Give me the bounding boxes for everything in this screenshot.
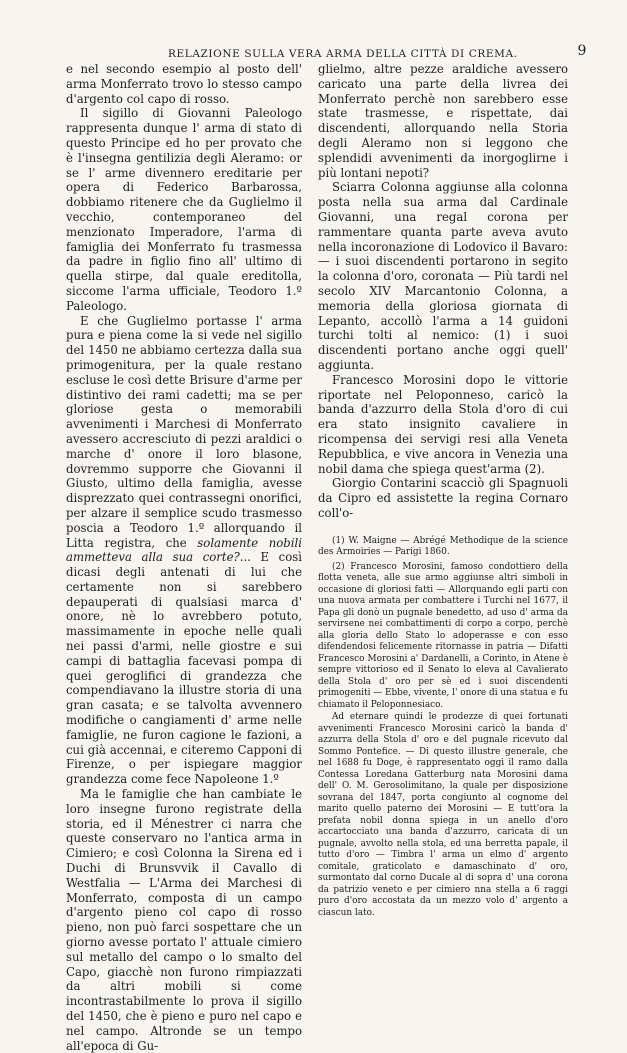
footnote-separator (318, 529, 568, 530)
italic-quote: solamente nobili ammetteva alla sua corte? (66, 535, 302, 565)
paragraph: Il sigillo di Giovanni Paleologo rappresenta dunque l' arma di stato di questo Principe ed ho per provato che è l'insegna gentilizia degli Aleramo: or se l' arme divennero ereditarie per opera di Federico Barbarossa, dobbiamo ritenere che da Guglielmo il vecchio, contemporaneo del menzionato Imperadore, l'arma di famiglia dei Monferrato fu trasmessa da padre in figlio fino all' ultimo di quella stirpe, dal quale ereditolla, siccome l'arma ufficiale, Teodoro 1.º Paleologo. (66, 106, 302, 313)
page-number: 9 (577, 43, 587, 59)
footnote: (2) Francesco Morosini, famoso condottiero della flotta veneta, alle sue armo aggiunse altri simboli in occasione di gloriosi fatti — Allorquando egli parti con una nuova armata per combattere i Turchi nel 1677, il Papa gli donò un pugnale benedetto, ad uso d' arma da servirsene nei combattimenti di corpo a corpo, perchè alla gloria dello Stato lo adoperasse e con esso difendendosi felicemente ritornasse in patria — Difatti Francesco Morosini a' Dardanelli, a Corinto, in Atene è sempre vittorioso ed il Senato lo eleva al Cavalierato della Stola d' oro per sè ed i suoi discendenti primogeniti — Ebbe, vivente, l' onore di una statua e fu chiamato il Peloponnesiaco. (318, 561, 568, 710)
paragraph-text: ... E così dicasi degli antenati di lui che certamente non si sarebbero depauperati di qualsiasi marca d' onore, nè lo avrebbero potuto, massimamente in epoche nelle quali nei passi d'armi, nelle giostre e sui campi di battaglia facevasi pompa di quei geroglifici di grandezza che compendiavano la illustre storia di una gran casata; e se talvolta avvennero modifiche o cangiamenti d' arme nelle famiglie, ne furon cagione le fazioni, a cui già accennai, e citeremo Capponi di Firenze, o per ispiegare maggior grandezza come fece Napoleone 1.º (66, 550, 302, 787)
paragraph: Ma le famiglie che han cambiate le loro insegne furono registrate della storia, ed il Ménestrer ci narra che queste conservaro no l'antica arma in Cimiero; e così Colonna la Sirena ed i Duchi di Brunsvvik il Cavallo di Westfalia — L'Arma dei Marchesi di Monferrato, composta di un campo d'argento pieno col capo di rosso pieno, non può farci sospettare che un giorno avesse portato l' attuale cimiero sul metallo del campo o lo smalto del Capo, giacchè non furono rimpiazzati da altri mobili si come incontrastabilmente lo prova il sigillo del 1450, che è pieno e puro nel capo e nel campo. Altronde se un tempo all'epoca di Gu- (66, 787, 302, 1053)
paragraph: e nel secondo esempio al posto dell' arma Monferrato trovo lo stesso campo d'argento col capo di rosso. (66, 62, 302, 106)
right-column (318, 62, 568, 919)
footnote: (1) W. Maigne — Abrégé Methodique de la science des Armoiries — Parigi 1860. (318, 535, 568, 558)
paragraph: glielmo, altre pezze araldiche avessero caricato una parte della livrea dei Monferrato perchè non sarebbero esse state trasmesse, e rispettate, dai discendenti, allorquando nella Storia degli Aleramo non si leggono che splendidi avvenimenti da inorgoglirne i più lontani nepoti? (318, 62, 568, 180)
footnotes (318, 536, 568, 920)
paragraph-text: E che Guglielmo portasse l' arma pura e piena come la si vede nel sigillo del 1450 ne abbiamo certezza dalla sua primogenitura, per la quale restano escluse le così dette Brisure d'arme per distintivo dei rami cadetti; ma se per gloriose gesta o memorabili avvenimenti i Marchesi di Monferrato avessero accresciuto di pezzi araldici o marche d' onore il loro blasone, dovremmo supporre che Giovanni il Giusto, ultimo della famiglia, avesse disprezzato quei contrassegni onorifici, per alzare il semplice scudo trasmesso poscia a Teodoro 1.º allorquando il Litta registra, che (66, 313, 302, 550)
running-head: RELAZIONE SULLA VERA ARMA DELLA CITTÀ DI CREMA. (168, 48, 518, 60)
footnote: Ad eternare quindi le prodezze di quei fortunati avvenimenti Francesco Morosini caricò la banda d' azzurra della Stola d' oro e del pugnale ricevuto dal Sommo Pontefice. — Di questo illustre generale, che nel 1688 fu Doge, è rappresentato oggi il ramo dalla Contessa Loredana Gatterburg nata Morosini dama dell' O. M. Gerosolimitano, la quale per disposizione sovrana del 1847, porta congiunto al cognome del marito quello paterno dei Morosini — E tutt'ora la prefata nobil donna spiega in un anello d'oro accartocciato una banda d'azzurro, caricata di un pugnale, avvolto nella stola, ed una berretta papale, il tutto d'oro — Timbra l' arma un elmo d' argento comitale, graticolato e damaschinato d' oro, surmontato dal corno Ducale al di sopra d' una corona da patrizio veneto e per cimiero nna stella a 6 raggi puro d'oro accostata da un mezzo volo d' argento a ciascun lato. (318, 712, 568, 918)
page-header (60, 43, 587, 62)
paragraph: Giorgio Contarini scacciò gli Spagnuoli da Cipro ed assistette la regina Cornaro coll'o- (318, 476, 568, 520)
paragraph: Francesco Morosini dopo le vittorie riportate nel Peloponneso, caricò la banda d'azzurro della Stola d'oro di cui era stato insignito cavaliere in ricompensa dei servigi resi alla Veneta Repubblica, e vive ancora in Venezia una nobil dama che spiega quest'arma (2). (318, 372, 568, 476)
paragraph: Sciarra Colonna aggiunse alla colonna posta nella sua arma dal Cardinale Giovanni, una regal corona per rammentare quanta parte aveva avuto nella incoronazione di Lodovico il Bavaro: — i suoi discendenti portarono in segito la colonna d'oro, coronata — Più tardi nel secolo XIV Marcantonio Colonna, a memoria della gloriosa giornata di Lepanto, accollò l'arma a 14 guidoni turchi tolti al nemico: (1) i suoi discendenti portano anche oggi quell' aggiunta. (318, 180, 568, 372)
left-column (66, 62, 302, 1053)
paragraph (66, 314, 302, 788)
